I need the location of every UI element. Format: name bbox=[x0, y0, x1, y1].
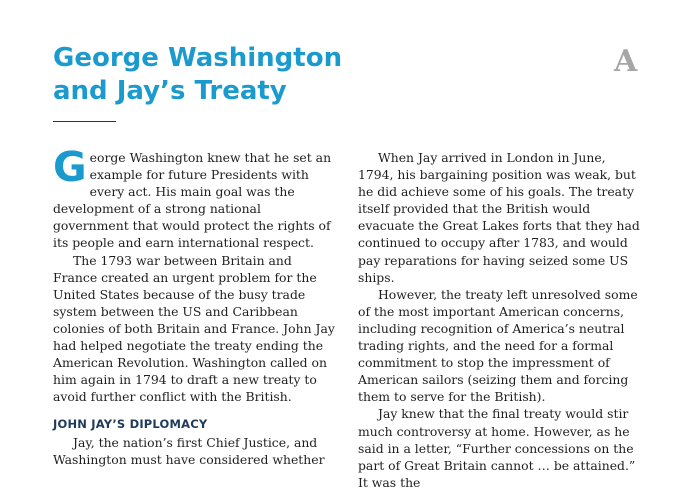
right-column bbox=[358, 149, 640, 491]
paragraph-controversy: Jay knew that the final treaty would stir much controversy at home. However, as he said in a letter, “Further concessions on the part of Great Britain cannot … be attained.” It was the bbox=[358, 406, 636, 490]
title-line-1: George Washington bbox=[53, 43, 343, 73]
intro-paragraph bbox=[53, 143, 335, 252]
paragraph-war-1793: The 1793 war between Britain and France created an urgent problem for the United States because of the busy trade system between the US and Caribbean colonies of both Britain and France. John Jay had helped negotiate the treaty ending the American Revolution. Washington called on him again in 1794 to draft a new treaty to avoid further conflict with the British. bbox=[53, 252, 335, 405]
section-subhead: JOHN JAY’S DIPLOMACY bbox=[53, 417, 208, 432]
title-line-2: and Jay’s Treaty bbox=[53, 76, 287, 106]
article-title bbox=[53, 42, 473, 108]
title-divider bbox=[53, 121, 116, 122]
drop-cap: G bbox=[53, 143, 87, 191]
paragraph-london-arrival: When Jay arrived in London in June, 1794, his bargaining position was weak, but he did achieve some of his goals. The treaty itself provided that the British would evacuate the Great Lakes forts that they had continued to occupy after 1783, and would pay reparations for having seized some US ships. bbox=[358, 150, 640, 285]
paragraph-unresolved-concerns: However, the treaty left unresolved some of the most important American concerns, including recognition of America’s neutral trading rights, and the need for a formal commitment to stop the impressment of American sailors (seizing them and forcing them to serve for the British). bbox=[358, 286, 638, 405]
intro-text: eorge Washington knew that he set an example for future Presidents with every act. His main goal was the development of a strong national government that would protect the rights of its people and earn international respect. bbox=[53, 150, 332, 251]
paragraph-jay-chief-justice: Jay, the nation’s first Chief Justice, and Washington must have considered whether bbox=[53, 434, 325, 467]
section-letter: A bbox=[614, 44, 638, 79]
left-column bbox=[53, 143, 335, 468]
